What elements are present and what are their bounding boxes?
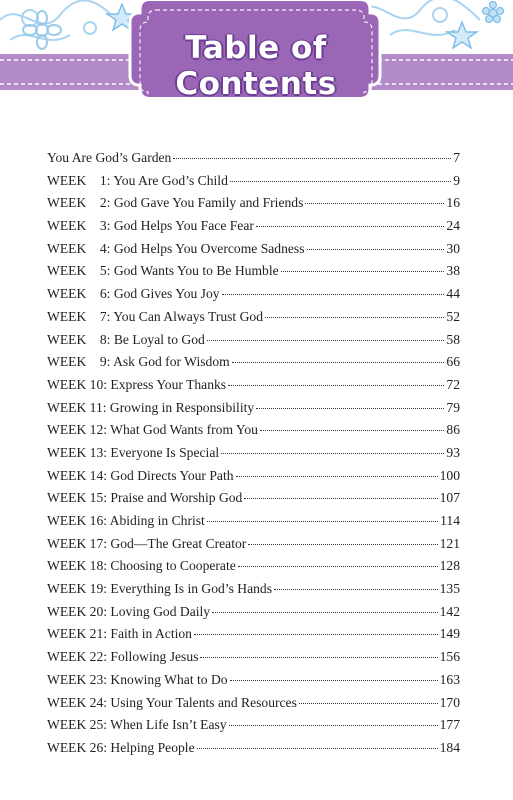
toc-entry-title: WEEK 15: Praise and Worship God	[47, 490, 243, 506]
toc-entry	[47, 695, 460, 718]
dot-leader	[229, 725, 438, 726]
toc-entry	[47, 400, 460, 423]
toc-entry	[47, 195, 460, 218]
dot-leader	[265, 317, 444, 318]
title-line-1: Table of	[185, 30, 327, 66]
dot-leader	[260, 430, 444, 431]
toc-entry-page: 52	[446, 308, 460, 324]
dot-leader	[307, 249, 445, 250]
dot-leader	[281, 271, 445, 272]
toc-entry-page: 58	[446, 331, 460, 347]
toc-entry-title: You Are God’s Garden	[47, 150, 172, 165]
dot-leader	[228, 385, 444, 386]
toc-entry-page: 149	[439, 626, 460, 642]
table-of-contents	[47, 150, 460, 763]
toc-entry	[47, 309, 460, 332]
toc-entry	[47, 558, 460, 581]
toc-entry-page: 44	[446, 286, 460, 302]
dot-leader	[230, 181, 451, 182]
dot-leader	[238, 566, 438, 567]
dot-leader	[299, 703, 438, 704]
dot-leader	[230, 680, 438, 681]
toc-entry-title: WEEK 17: God—The Great Creator	[47, 535, 247, 551]
toc-entry-page: 163	[439, 671, 460, 687]
toc-entry-page: 38	[446, 263, 460, 279]
toc-entry-title: WEEK 20: Loving God Daily	[47, 603, 211, 619]
toc-entry	[47, 354, 460, 377]
toc-entry-title: WEEK 4: God Helps You Overcome Sadness	[47, 240, 305, 256]
star-icon	[447, 22, 477, 48]
toc-entry-page: 184	[439, 739, 460, 755]
toc-entry	[47, 150, 460, 173]
toc-entry-page: 142	[439, 603, 460, 619]
toc-entry-page: 79	[446, 399, 460, 415]
toc-entry	[47, 626, 460, 649]
toc-entry-title: WEEK 7: You Can Always Trust God	[47, 308, 264, 324]
toc-entry-title: WEEK 6: God Gives You Joy	[47, 286, 220, 302]
toc-entry	[47, 422, 460, 445]
dot-leader	[274, 589, 438, 590]
toc-entry-title: WEEK 26: Helping People	[47, 739, 195, 755]
toc-entry-page: 30	[446, 240, 460, 256]
toc-entry	[47, 445, 460, 468]
dot-leader	[221, 453, 444, 454]
toc-entry	[47, 241, 460, 264]
flower-icon	[23, 11, 61, 49]
toc-entry	[47, 604, 460, 627]
toc-entry-title: WEEK 21: Faith in Action	[47, 626, 192, 642]
toc-entry-title: WEEK 18: Choosing to Cooperate	[47, 558, 236, 574]
page-title	[140, 30, 372, 102]
toc-entry-page: 135	[439, 581, 460, 597]
dot-leader	[207, 521, 438, 522]
toc-entry-title: WEEK 1: You Are God’s Child	[47, 172, 228, 188]
toc-entry-title: WEEK 9: Ask God for Wisdom	[47, 354, 230, 370]
toc-entry-page: 107	[439, 490, 460, 506]
toc-entry	[47, 581, 460, 604]
toc-entry	[47, 377, 460, 400]
toc-entry	[47, 218, 460, 241]
toc-entry-page: 128	[439, 558, 460, 574]
toc-entry-title: WEEK 12: What God Wants from You	[47, 422, 258, 438]
toc-entry-page: 114	[440, 513, 460, 528]
toc-entry-title: WEEK 2: God Gave You Family and Friends	[47, 195, 304, 211]
toc-entry-page: 24	[446, 218, 460, 234]
toc-entry	[47, 649, 460, 672]
toc-entry-page: 170	[439, 694, 460, 710]
dot-leader	[212, 612, 438, 613]
toc-entry-title: WEEK 14: God Directs Your Path	[47, 467, 234, 483]
toc-entry	[47, 490, 460, 513]
toc-entry-page: 66	[446, 354, 460, 370]
toc-entry-title: WEEK 13: Everyone Is Special	[47, 444, 220, 460]
toc-entry-title: WEEK 25: When Life Isn’t Easy	[47, 717, 227, 733]
dot-leader	[248, 544, 437, 545]
dot-leader	[256, 226, 445, 227]
toc-entry-title: WEEK 23: Knowing What to Do	[47, 671, 228, 687]
toc-entry-page: 156	[439, 649, 460, 665]
toc-entry-title: WEEK 22: Following Jesus	[47, 649, 199, 665]
toc-entry-page: 100	[439, 467, 460, 483]
toc-entry-title: WEEK 3: God Helps You Face Fear	[47, 218, 254, 234]
dot-leader	[222, 294, 445, 295]
dot-leader	[197, 748, 438, 749]
toc-entry	[47, 536, 460, 559]
toc-entry-page: 121	[439, 535, 460, 551]
toc-entry-title: WEEK 19: Everything Is in God’s Hands	[47, 581, 273, 597]
toc-entry-title: WEEK 16: Abiding in Christ	[47, 513, 205, 528]
dot-leader	[200, 657, 437, 658]
toc-entry	[47, 717, 460, 740]
toc-entry	[47, 332, 460, 355]
dot-leader	[207, 340, 445, 341]
toc-entry	[47, 286, 460, 309]
toc-entry-page: 93	[446, 444, 460, 460]
toc-entry-title: WEEK 10: Express Your Thanks	[47, 376, 227, 392]
toc-entry-page: 7	[453, 150, 460, 165]
dot-leader	[244, 498, 437, 499]
dot-leader	[305, 203, 444, 204]
toc-entry-title: WEEK 11: Growing in Responsibility	[47, 399, 255, 415]
toc-entry-title: WEEK 8: Be Loyal to God	[47, 331, 205, 347]
dot-leader	[236, 476, 438, 477]
toc-entry-page: 9	[453, 172, 460, 188]
dot-leader	[194, 634, 438, 635]
toc-entry-title: WEEK 24: Using Your Talents and Resources	[47, 694, 297, 710]
toc-entry-page: 16	[446, 195, 460, 211]
toc-entry-page: 177	[439, 717, 460, 733]
dot-leader	[232, 362, 445, 363]
toc-entry	[47, 513, 460, 536]
toc-entry	[47, 173, 460, 196]
toc-entry-title: WEEK 5: God Wants You to Be Humble	[47, 263, 279, 279]
toc-entry	[47, 740, 460, 763]
toc-entry	[47, 468, 460, 491]
toc-entry	[47, 672, 460, 695]
toc-entry-page: 72	[446, 376, 460, 392]
dot-leader	[173, 158, 451, 159]
title-line-2: Contents	[175, 66, 337, 102]
dot-leader	[256, 408, 444, 409]
toc-entry-page: 86	[446, 422, 460, 438]
toc-entry	[47, 263, 460, 286]
flower-icon	[483, 2, 504, 23]
